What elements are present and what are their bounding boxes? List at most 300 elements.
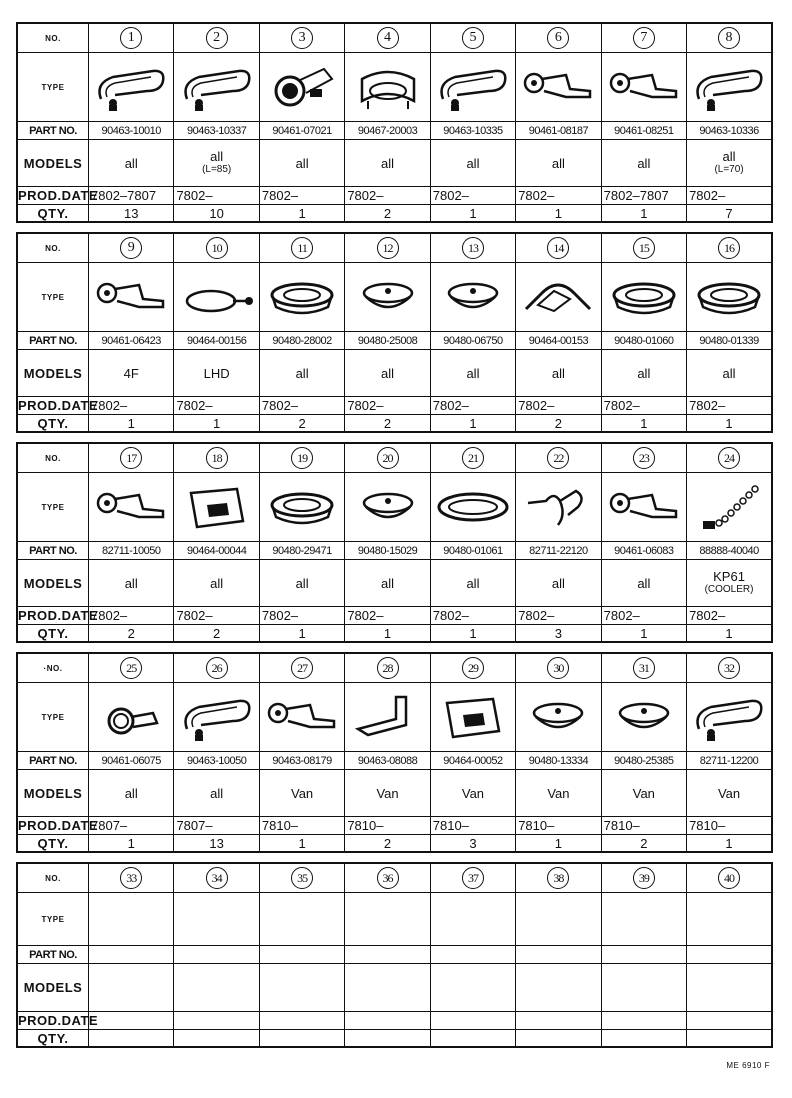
quantity: 3	[516, 625, 601, 643]
item-number-cell	[516, 23, 601, 53]
item-number: 28	[377, 657, 399, 679]
model-value: KP61	[713, 569, 745, 584]
part-number: 90480-15029	[345, 542, 430, 560]
item-number: 14	[547, 237, 569, 259]
parts-table-2	[16, 232, 773, 433]
model-cell	[89, 560, 174, 607]
part-number: 90480-13334	[516, 752, 601, 770]
item-number: 29	[462, 657, 484, 679]
production-date: 7802–	[259, 607, 344, 625]
l-bracket-icon	[348, 689, 428, 745]
part-number: 82711-12200	[687, 752, 772, 770]
production-date	[174, 1012, 259, 1030]
item-number: 1	[120, 27, 142, 49]
model-cell	[430, 770, 515, 817]
model-value: Van	[547, 785, 570, 801]
item-number: 20	[377, 447, 399, 469]
model-value: all	[210, 785, 224, 801]
production-date: 7802–	[89, 397, 174, 415]
production-date: 7802–	[516, 607, 601, 625]
item-number-cell	[259, 23, 344, 53]
production-date: 7802–	[601, 397, 686, 415]
quantity: 1	[430, 625, 515, 643]
quantity: 1	[259, 625, 344, 643]
item-number: 32	[718, 657, 740, 679]
item-number-cell	[89, 653, 174, 683]
quantity: 13	[89, 205, 174, 223]
item-number: 11	[291, 237, 313, 259]
production-date	[601, 1012, 686, 1030]
grommet-icon	[262, 479, 342, 535]
item-number-cell	[516, 653, 601, 683]
model-cell	[89, 350, 174, 397]
qty-row	[17, 835, 772, 853]
quantity: 1	[687, 415, 772, 433]
part-number: 90464-00156	[174, 332, 259, 350]
production-date: 7802–	[687, 187, 772, 205]
model-cell	[89, 770, 174, 817]
item-number: 22	[547, 447, 569, 469]
qty-row	[17, 625, 772, 643]
parts-table-3	[16, 442, 773, 643]
quantity: 2	[516, 415, 601, 433]
item-number-cell	[516, 233, 601, 263]
production-date: 7802–	[430, 187, 515, 205]
item-number: 13	[462, 237, 484, 259]
model-value: all	[722, 365, 736, 381]
model-value: all	[551, 155, 565, 171]
item-number: 4	[377, 27, 399, 49]
model-note: (L=85)	[202, 164, 232, 175]
part-illustration-cell	[174, 473, 259, 542]
part-number	[174, 946, 259, 964]
item-number: 3	[291, 27, 313, 49]
quantity: 13	[174, 835, 259, 853]
row-label-part: PART NO.	[17, 752, 89, 770]
model-cell	[687, 770, 772, 817]
part-number	[601, 946, 686, 964]
item-number-cell	[345, 653, 430, 683]
p-clamp-icon	[689, 689, 769, 745]
part-illustration-cell	[89, 893, 174, 946]
item-number-cell	[259, 863, 344, 893]
item-number: 12	[377, 237, 399, 259]
part-number: 90464-00052	[430, 752, 515, 770]
row-label-date: PROD.DATE	[18, 608, 99, 623]
part-illustration-cell	[430, 473, 515, 542]
model-cell	[174, 350, 259, 397]
item-number: 37	[462, 867, 484, 889]
item-number: 9	[120, 237, 142, 259]
part-illustration-cell	[259, 53, 344, 122]
production-date: 7802–	[174, 607, 259, 625]
models-row	[17, 140, 772, 187]
part-number: 90480-01339	[687, 332, 772, 350]
item-number: 38	[547, 867, 569, 889]
item-number-cell	[89, 23, 174, 53]
production-date: 7802–	[516, 187, 601, 205]
part-number: 90461-08251	[601, 122, 686, 140]
item-number: 18	[206, 447, 228, 469]
model-cell	[174, 964, 259, 1012]
row-label-qty: QTY.	[17, 835, 89, 853]
model-cell	[516, 350, 601, 397]
model-value: all	[381, 575, 395, 591]
quantity	[430, 1030, 515, 1048]
part-illustration-cell	[174, 53, 259, 122]
grommet-icon	[262, 269, 342, 325]
no-row	[17, 863, 772, 893]
production-date: 7802–	[345, 397, 430, 415]
part-number	[430, 946, 515, 964]
item-number: 6	[547, 27, 569, 49]
model-cell	[345, 770, 430, 817]
row-label-no: NO.	[17, 863, 89, 893]
part-number: 90461-06423	[89, 332, 174, 350]
p-clamp-icon	[433, 59, 513, 115]
model-note: (COOLER)	[704, 584, 754, 595]
item-number-cell	[430, 863, 515, 893]
quantity: 2	[259, 415, 344, 433]
production-date: 7802–	[174, 187, 259, 205]
model-value: all	[124, 575, 138, 591]
part-number: 90463-08179	[259, 752, 344, 770]
bracket-clamp-icon	[518, 59, 598, 115]
parts-table-4	[16, 652, 773, 853]
quantity	[601, 1030, 686, 1048]
flat-clip-icon	[433, 689, 513, 745]
model-value: all	[637, 155, 651, 171]
item-number-cell	[345, 233, 430, 263]
model-value: all	[124, 785, 138, 801]
part-row	[17, 946, 772, 964]
item-number: 27	[291, 657, 313, 679]
row-label-no: NO.	[17, 233, 89, 263]
flat-clip-icon	[177, 479, 257, 535]
part-illustration-cell	[516, 683, 601, 752]
bracket-clamp-icon	[262, 689, 342, 745]
bead-chain-icon	[689, 479, 769, 535]
row-label-type: TYPE	[17, 473, 89, 542]
item-number-cell	[687, 863, 772, 893]
quantity: 1	[601, 415, 686, 433]
item-number-cell	[516, 443, 601, 473]
models-row	[17, 560, 772, 607]
row-label-qty: QTY.	[17, 415, 89, 433]
model-cell	[687, 964, 772, 1012]
qty-row	[17, 415, 772, 433]
row-label-date: PROD.DATE	[18, 398, 99, 413]
item-number-cell	[516, 863, 601, 893]
part-illustration-cell	[516, 53, 601, 122]
part-row	[17, 542, 772, 560]
model-cell	[259, 964, 344, 1012]
part-number: 88888-40040	[687, 542, 772, 560]
plug-icon	[348, 269, 428, 325]
production-date: 7802–	[430, 607, 515, 625]
date-row	[17, 1012, 772, 1030]
row-label-part: PART NO.	[17, 332, 89, 350]
production-date: 7802–7807	[89, 187, 174, 205]
production-date: 7807–	[174, 817, 259, 835]
quantity: 1	[430, 205, 515, 223]
quantity: 1	[259, 205, 344, 223]
item-number: 26	[206, 657, 228, 679]
quantity: 2	[89, 625, 174, 643]
type-row	[17, 53, 772, 122]
quantity	[516, 1030, 601, 1048]
part-illustration-cell	[259, 683, 344, 752]
item-number-cell	[259, 653, 344, 683]
production-date: 7810–	[430, 817, 515, 835]
quantity	[687, 1030, 772, 1048]
part-number: 82711-10050	[89, 542, 174, 560]
part-number: 90463-08088	[345, 752, 430, 770]
item-number: 19	[291, 447, 313, 469]
part-illustration-cell	[174, 683, 259, 752]
item-number-cell	[687, 233, 772, 263]
part-illustration-cell	[259, 473, 344, 542]
model-value: Van	[291, 785, 314, 801]
p-clamp-icon	[689, 59, 769, 115]
quantity: 7	[687, 205, 772, 223]
item-number: 21	[462, 447, 484, 469]
item-number: 8	[718, 27, 740, 49]
plug-icon	[518, 689, 598, 745]
part-illustration-cell	[174, 263, 259, 332]
model-cell	[516, 140, 601, 187]
row-label-no: NO.	[17, 443, 89, 473]
part-number: 90461-07021	[259, 122, 344, 140]
model-value: all	[637, 575, 651, 591]
part-number: 90463-10336	[687, 122, 772, 140]
item-number-cell	[259, 233, 344, 263]
item-number: 2	[206, 27, 228, 49]
model-cell	[516, 770, 601, 817]
production-date: 7810–	[687, 817, 772, 835]
part-number	[345, 946, 430, 964]
item-number-cell	[174, 653, 259, 683]
plug-icon	[604, 689, 684, 745]
p-clamp-icon	[177, 689, 257, 745]
model-value: all	[466, 365, 480, 381]
tube-clamp-icon	[348, 59, 428, 115]
item-number-cell	[601, 863, 686, 893]
part-illustration-cell	[601, 473, 686, 542]
production-date: 7810–	[601, 817, 686, 835]
production-date: 7807–	[89, 817, 174, 835]
part-illustration-cell	[601, 263, 686, 332]
part-number: 90463-10337	[174, 122, 259, 140]
part-number	[687, 946, 772, 964]
models-row	[17, 770, 772, 817]
model-cell	[430, 140, 515, 187]
part-illustration-cell	[89, 683, 174, 752]
row-label-type: TYPE	[17, 683, 89, 752]
quantity: 1	[516, 835, 601, 853]
part-number: 90463-10010	[89, 122, 174, 140]
part-illustration-cell	[430, 53, 515, 122]
part-illustration-cell	[516, 893, 601, 946]
part-number: 90480-25008	[345, 332, 430, 350]
part-number: 90467-20003	[345, 122, 430, 140]
no-row	[17, 443, 772, 473]
part-illustration-cell	[430, 893, 515, 946]
model-cell	[174, 560, 259, 607]
quantity: 2	[345, 205, 430, 223]
row-label-date: PROD.DATE	[18, 818, 99, 833]
quantity: 1	[174, 415, 259, 433]
item-number: 31	[633, 657, 655, 679]
production-date	[259, 1012, 344, 1030]
production-date: 7802–	[259, 397, 344, 415]
bracket-clamp-icon	[91, 269, 171, 325]
item-number-cell	[687, 653, 772, 683]
model-value: LHD	[203, 365, 230, 381]
item-number: 17	[120, 447, 142, 469]
production-date	[345, 1012, 430, 1030]
part-number: 90480-01060	[601, 332, 686, 350]
model-cell	[687, 140, 772, 187]
item-number-cell	[430, 233, 515, 263]
quantity: 3	[430, 835, 515, 853]
item-number-cell	[601, 443, 686, 473]
model-cell	[601, 350, 686, 397]
item-number-cell	[89, 443, 174, 473]
part-illustration-cell	[89, 263, 174, 332]
item-number: 24	[718, 447, 740, 469]
model-cell	[345, 560, 430, 607]
bracket-clamp-icon	[604, 59, 684, 115]
item-number-cell	[601, 23, 686, 53]
quantity: 10	[174, 205, 259, 223]
part-number: 90480-01061	[430, 542, 515, 560]
model-value: all	[381, 365, 395, 381]
model-cell	[516, 964, 601, 1012]
item-number-cell	[430, 443, 515, 473]
production-date: 7802–	[516, 397, 601, 415]
date-row	[17, 607, 772, 625]
spring-clamp-icon	[91, 689, 171, 745]
part-row	[17, 332, 772, 350]
row-label-date: PROD.DATE	[18, 188, 99, 203]
part-number: 82711-22120	[516, 542, 601, 560]
part-illustration-cell	[174, 893, 259, 946]
quantity	[89, 1030, 174, 1048]
part-number: 90461-06083	[601, 542, 686, 560]
model-cell	[430, 350, 515, 397]
quantity: 2	[601, 835, 686, 853]
model-value: all	[295, 365, 309, 381]
row-label-models: MODELS	[17, 964, 89, 1012]
plug-icon	[348, 479, 428, 535]
item-number-cell	[89, 233, 174, 263]
model-value: all	[637, 365, 651, 381]
item-number: 10	[206, 237, 228, 259]
part-number: 90480-29471	[259, 542, 344, 560]
row-label-models: MODELS	[17, 770, 89, 817]
quantity: 1	[89, 415, 174, 433]
quantity: 1	[345, 625, 430, 643]
type-row	[17, 473, 772, 542]
item-number: 16	[718, 237, 740, 259]
production-date: 7810–	[259, 817, 344, 835]
model-value: all	[551, 365, 565, 381]
quantity	[259, 1030, 344, 1048]
item-number: 30	[547, 657, 569, 679]
item-number-cell	[174, 233, 259, 263]
type-row	[17, 893, 772, 946]
item-number: 34	[206, 867, 228, 889]
part-row	[17, 752, 772, 770]
row-label-part: PART NO.	[17, 122, 89, 140]
quantity: 1	[601, 205, 686, 223]
row-label-part: PART NO.	[17, 946, 89, 964]
model-value: 4F	[123, 365, 139, 381]
item-number: 5	[462, 27, 484, 49]
part-illustration-cell	[89, 53, 174, 122]
part-number: 90480-06750	[430, 332, 515, 350]
wire-clip-icon	[518, 479, 598, 535]
quantity: 1	[516, 205, 601, 223]
ring-clip-icon	[177, 269, 257, 325]
item-number-cell	[345, 863, 430, 893]
bracket-clamp-icon	[91, 479, 171, 535]
row-label-type: TYPE	[17, 53, 89, 122]
part-number: 90480-25385	[601, 752, 686, 770]
row-label-no: NO.	[17, 23, 89, 53]
part-illustration-cell	[601, 683, 686, 752]
part-number: 90463-10050	[174, 752, 259, 770]
model-cell	[601, 770, 686, 817]
item-number: 40	[718, 867, 740, 889]
part-illustration-cell	[687, 53, 772, 122]
item-number: 23	[633, 447, 655, 469]
item-number-cell	[174, 23, 259, 53]
row-label-type: TYPE	[17, 893, 89, 946]
item-number-cell	[687, 443, 772, 473]
model-cell	[516, 560, 601, 607]
part-illustration-cell	[601, 53, 686, 122]
model-value: Van	[717, 785, 741, 801]
model-value: Van	[376, 785, 399, 801]
qty-row	[17, 205, 772, 223]
model-cell	[89, 140, 174, 187]
row-label-type: TYPE	[17, 263, 89, 332]
parts-table-5	[16, 862, 773, 1048]
date-row	[17, 817, 772, 835]
item-number: 15	[633, 237, 655, 259]
item-number-cell	[259, 443, 344, 473]
part-illustration-cell	[430, 683, 515, 752]
item-number-cell	[89, 863, 174, 893]
models-row	[17, 350, 772, 397]
part-illustration-cell	[345, 263, 430, 332]
model-cell	[259, 350, 344, 397]
part-illustration-cell	[345, 683, 430, 752]
model-value: all	[466, 155, 480, 171]
part-number: 90461-06075	[89, 752, 174, 770]
type-row	[17, 683, 772, 752]
model-value: all	[124, 155, 138, 171]
production-date: 7802–	[430, 397, 515, 415]
quantity: 1	[687, 835, 772, 853]
item-number-cell	[174, 863, 259, 893]
p-clamp-icon	[177, 59, 257, 115]
model-cell	[345, 140, 430, 187]
item-number-cell	[430, 653, 515, 683]
quantity: 1	[259, 835, 344, 853]
